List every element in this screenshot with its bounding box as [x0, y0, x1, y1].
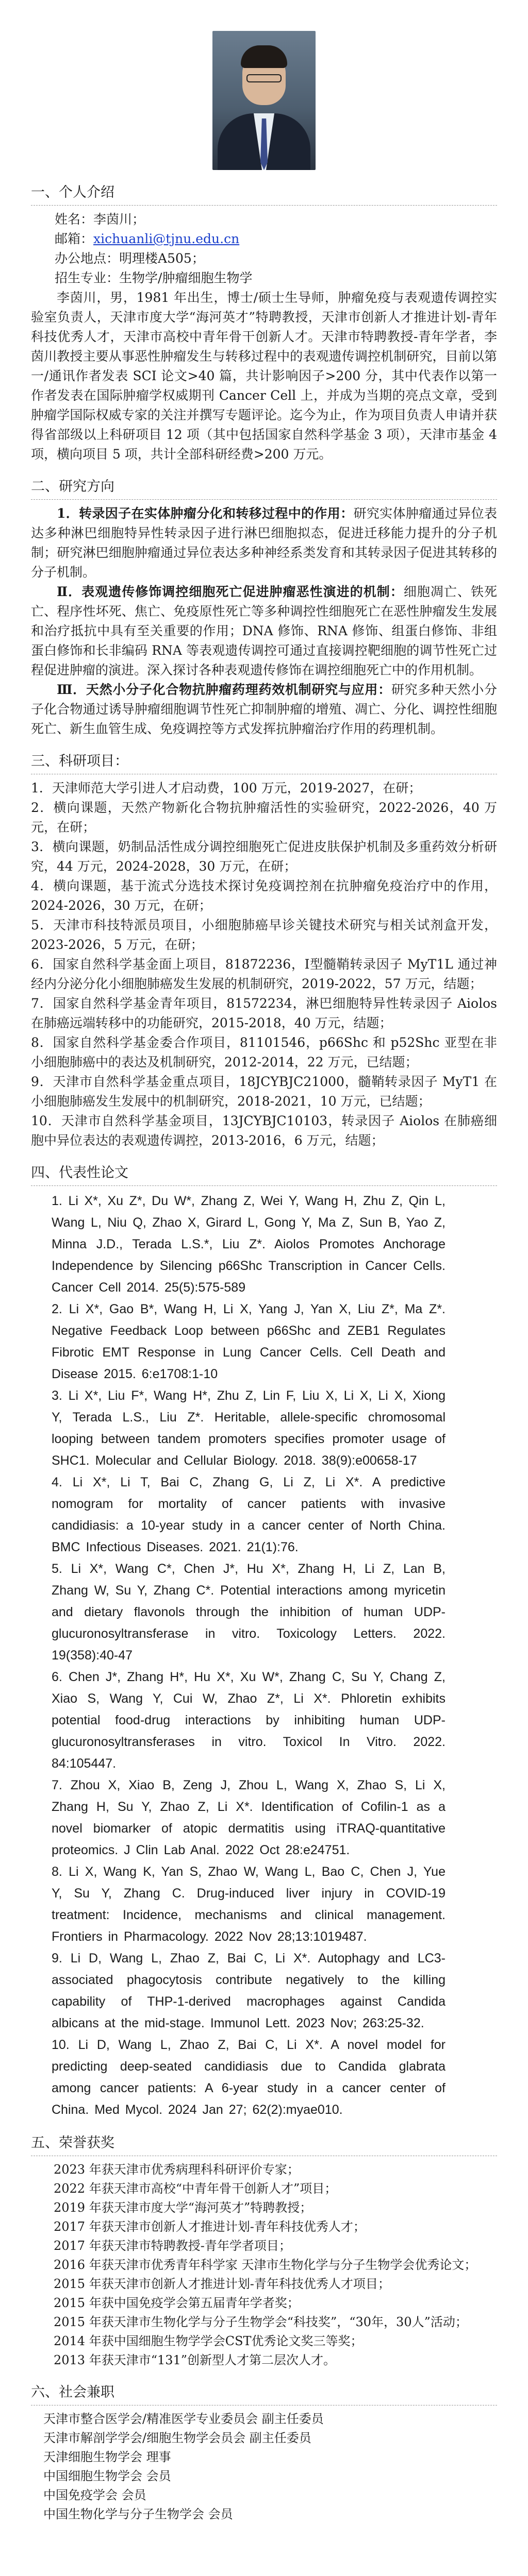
honor-item: 2015 年获中国免疫学会第五届青年学者奖； — [54, 2296, 300, 2310]
projects-section — [31, 751, 497, 1150]
publication-item: 7. Zhou X, Xiao B, Zeng J, Zhou L, Wang X, Zhao S, Li X, Zhang H, Su Y, Zhao Z, Li X*. Identification of Cofilin-1 as a novel biomarker of atopic dermatitis using iTRAQ-quantitative proteomics. J Clin Lab Anal. 2022 Oct 28:e24751. — [52, 1778, 446, 1857]
section-divider — [31, 205, 497, 206]
role-item: 天津细胞生物学会 理事 — [43, 2450, 171, 2464]
photo-container — [31, 21, 497, 170]
publication-item: 5. Li X*, Wang C*, Chen J*, Hu X*, Zhang H, Li Z, Lan B, Zhang W, Su Y, Zhang C*. Potential interactions among myricetin and dietary flavonols through the inhibition of human UDP-glucuronosyltransferase in vitro. Toxicology Letters. 2022. 19(358):40-47 — [52, 1562, 446, 1663]
major-row — [31, 268, 497, 288]
research-item-body: 研究多种天然小分子化合物通过诱导肿瘤细胞调节性死亡抑制肿瘤的增殖、凋亡、分化、调控性细胞死亡、新生血管生成、免疫调控等方式发挥抗肿瘤治疗作用的药理机制。 — [31, 682, 497, 736]
email-label: 邮箱： — [55, 231, 94, 246]
office-label: 办公地点： — [55, 251, 120, 266]
honors-title: 五、荣誉获奖 — [31, 2135, 114, 2151]
honor-item: 2019 年获天津市度大学“海河英才”特聘教授； — [54, 2200, 312, 2215]
project-item: 4．横向课题，基于流式分选技术探讨免疫调控剂在抗肿瘤免疫治疗中的作用，2024-2026，30 万元，在研； — [31, 878, 497, 913]
office-value: 明理楼A505； — [119, 251, 205, 266]
roles-section — [31, 2382, 497, 2524]
email-link[interactable]: xichuanli@tjnu.edu.cn — [93, 231, 240, 246]
portrait-photo — [212, 31, 316, 170]
research-item-body: 研究实体肿瘤通过异位表达多种淋巴细胞特异性转录因子进行淋巴细胞拟态，促进迁移能力提升的分子机制；研究淋巴细胞肿瘤通过异位表达多种神经系类发育和其转录因子促进其转移的分子机制。 — [31, 506, 497, 580]
role-item: 中国细胞生物学会 会员 — [43, 2469, 171, 2483]
honor-item: 2022 年获天津市高校“中青年骨干创新人才”项目； — [54, 2181, 337, 2196]
project-item: 5．天津市科技特派员项目，小细胞肺癌早诊关键技术研究与相关试剂盒开发，2023-2026，5 万元，在研； — [31, 918, 497, 952]
project-item: 6．国家自然科学基金面上项目，81872236，Ⅰ型髓鞘转录因子 MyT1L 通过神经内分泌分化小细胞肺癌发生发展的机制研究，2019-2022，57 万元，结题； — [31, 957, 497, 991]
role-item: 天津市解剖学学会/细胞生物学会员会 副主任委员 — [43, 2431, 311, 2445]
personal-title: 一、个人介绍 — [31, 184, 114, 200]
research-item-2 — [31, 582, 497, 680]
research-item-3 — [31, 680, 497, 739]
honors-section — [31, 2133, 497, 2370]
roles-title: 六、社会兼职 — [31, 2384, 114, 2400]
honor-item: 2016 年获天津市优秀青年科学家 天津市生物化学与分子生物学会优秀论文； — [54, 2258, 477, 2272]
project-item: 10．天津市自然科学基金项目，13JCYBJC10103，转录因子 Aiolos 在肺癌细胞中异位表达的表观遗传调控，2013-2016，6 万元，结题； — [31, 1113, 497, 1148]
section-divider — [31, 1185, 497, 1186]
publication-item: 6. Chen J*, Zhang H*, Hu X*, Xu W*, Zhang C, Su Y, Chang Z, Xiao S, Wang Y, Cui W, Zhao Z*, Li X*. Phloretin exhibits potential food-drug interactions by inhibiting human UDP-glucuronosyltransferases in vitro. Toxicol In Vitro. 2022. 84:105447. — [52, 1670, 446, 1771]
major-value: 生物学/肿瘤细胞生物学 — [119, 270, 253, 285]
honor-item: 2014 年获中国细胞生物学学会CST优秀论文奖三等奖； — [54, 2334, 363, 2348]
personal-section — [31, 182, 497, 464]
research-section — [31, 477, 497, 739]
role-item: 天津市整合医学会/精准医学专业委员会 副主任委员 — [43, 2412, 324, 2426]
publications-title: 四、代表性论文 — [31, 1165, 128, 1181]
honor-item: 2015 年获天津市生物化学与分子生物学会“科技奖”，“30年，30人”活动； — [54, 2315, 468, 2329]
section-divider — [31, 499, 497, 500]
project-item: 2．横向课题，天然产物新化合物抗肿瘤活性的实验研究，2022-2026，40 万元，在研； — [31, 800, 497, 835]
publication-item: 2. Li X*, Gao B*, Wang H, Li X, Yang J, Yan X, Liu Z*, Ma Z*. Negative Feedback Loop between p66Shc and ZEB1 Regulates Fibrotic EMT Response in Lung Cancer Cells. Cell Death and Disease 2015. 6:e1708:1-10 — [52, 1302, 446, 1381]
project-item: 8．国家自然科学基金委合作项目，81101546，p66Shc 和 p52Shc 亚型在非小细胞肺癌中的表达及机制研究，2012-2014，22 万元，已结题； — [31, 1035, 497, 1070]
research-title: 二、研究方向 — [31, 479, 114, 495]
bio-paragraph: 李茵川，男，1981 年出生，博士/硕士生导师，肿瘤免疫与表观遗传调控实验室负责人，天津市度大学“海河英才”特聘教授，天津市创新人才推进计划-青年科技优秀人才，天津市高校中青年骨干创新人才。天津市特聘教授-青年学者，李茵川教授主要从事恶性肿瘤发生与转移过程中的表观遗传调控机制研究，目前以第一/通讯作者发表 SCI 论文>40 篇，共计影响因子>200 分，其中代表作以第一作者发表在国际肿瘤学权威期刊 Cancer Cell 上，并成为当期的亮点文章，受到肿瘤学国际权威专家的关注并撰写专题评论。迄今为止，作为项目负责人申请并获得省部级以上科研项目 12 项（其中包括国家自然科学基金 3 项），天津市基金 4 项，横向项目 5 项，共计全部科研经费>200 万元。 — [31, 290, 497, 462]
publication-item: 4. Li X*, Li T, Bai C, Zhang G, Li Z, Li X*. A predictive nomogram for mortality of cancer patients with invasive candidiasis: a 10-year study in a cancer center of North China. BMC Infectious Diseases. 2021. 21(1):76. — [52, 1475, 446, 1554]
publication-item: 9. Li D, Wang L, Zhao Z, Bai C, Li X*. Autophagy and LC3-associated phagocytosis contribute negatively to the killing capability of THP-1-derived macrophages against Candida albicans at the mid-stage. Immunol Lett. 2023 Nov; 263:25-32. — [52, 1951, 446, 2030]
project-item: 9．天津市自然科学基金重点项目，18JCYBJC21000，髓鞘转录因子 MyT1 在小细胞肺癌发生发展中的机制研究，2018-2021，10 万元，已结题； — [31, 1074, 497, 1109]
office-row — [31, 249, 497, 268]
project-item: 1．天津师范大学引进人才启动费，100 万元，2019-2027，在研； — [31, 781, 422, 795]
publications-section — [31, 1163, 497, 2121]
role-item: 中国免疫学会 会员 — [43, 2488, 146, 2502]
publication-item: 1. Li X*, Xu Z*, Du W*, Zhang Z, Wei Y, Wang H, Zhu Z, Qin L, Wang L, Niu Q, Zhao X, Girard L, Gong Y, Ma Z, Sun B, Yao Z, Minna J.D., Terada L.S.*, Liu Z*. Aiolos Promotes Anchorage Independence by Silencing p66Shc Transcription in Cancer Cells. Cancer Cell 2014. 25(5):575-589 — [52, 1194, 446, 1295]
research-item-head: Ⅱ．表观遗传修饰调控细胞死亡促进肿瘤恶性演进的机制： — [57, 584, 404, 599]
publication-item: 8. Li X, Wang K, Yan S, Zhao W, Wang L, Bao C, Chen J, Yue Y, Su Y, Zhang C. Drug-induced liver injury in COVID-19 treatment: Incidence, mechanisms and clinical management. Frontiers in Pharmacology. 2022 Nov 28;13:1019487. — [52, 1865, 446, 1944]
honor-item: 2023 年获天津市优秀病理科科研评价专家； — [54, 2162, 300, 2177]
honor-item: 2017 年获天津市创新人才推进计划-青年科技优秀人才； — [54, 2219, 366, 2234]
photo-glasses — [246, 74, 282, 82]
research-item-body: 细胞凋亡、铁死亡、程序性坏死、焦亡、免疫原性死亡等多种调控性细胞死亡在恶性肿瘤发生发展和治疗抵抗中具有至关重要的作用；DNA 修饰、RNA 修饰、组蛋白修饰、非组蛋白修饰和长非编码 RNA 等表观遗传调控可通过直接调控靶细胞的调节性死亡过程促进肿瘤的演进。深入探讨各种表观遗传修饰在调控细胞死亡中的作用机制。 — [31, 584, 497, 677]
name-label: 姓名： — [55, 212, 94, 227]
research-item-1 — [31, 504, 497, 582]
honor-item: 2015 年获天津市创新人才推进计划-青年科技优秀人才项目； — [54, 2277, 390, 2291]
honor-item: 2017 年获天津市特聘教授-青年学者项目； — [54, 2239, 291, 2253]
publication-item: 10. Li D, Wang L, Zhao Z, Bai C, Li X*. A novel model for predicting deep-seated candidiasis due to Candida glabrata among cancer patients: A 6-year study in a cancer center of China. Med Mycol. 2024 Jan 27; 62(2):myae010. — [52, 2038, 446, 2117]
name-value: 李茵川； — [93, 212, 145, 227]
role-item: 中国生物化学与分子生物学会 会员 — [43, 2507, 233, 2521]
name-row — [31, 210, 497, 229]
research-item-head: 1．转录因子在实体肿瘤分化和转移过程中的作用： — [57, 506, 354, 521]
project-item: 3．横向课题，奶制品活性成分调控细胞死亡促进皮肤保护机制及多重药效分析研究，44 万元，2024-2028，30 万元，在研； — [31, 839, 497, 874]
major-label: 招生专业： — [55, 270, 120, 285]
project-item: 7．国家自然科学基金青年项目，81572234，淋巴细胞特异性转录因子 Aiolos 在肺癌远端转移中的功能研究，2015-2018，40 万元，结题； — [31, 996, 497, 1030]
research-item-head: Ⅲ．天然小分子化合物抗肿瘤药理药效机制研究与应用： — [57, 682, 391, 697]
photo-hair — [241, 45, 287, 68]
honor-item: 2013 年获天津市“131”创新型人才第二层次人才。 — [54, 2353, 336, 2367]
projects-title: 三、科研项目： — [31, 753, 128, 769]
publication-item: 3. Li X*, Liu F*, Wang H*, Zhu Z, Lin F, Liu X, Li X, Li X, Xiong Y, Terada L.S., Liu Z*. Heritable, allele-specific chromosomal looping between tandem promoters specifies promoter usage of SHC1. Molecular and Cellular Biology. 2018. 38(9):e00658-17 — [52, 1388, 446, 1468]
email-row — [31, 229, 497, 249]
